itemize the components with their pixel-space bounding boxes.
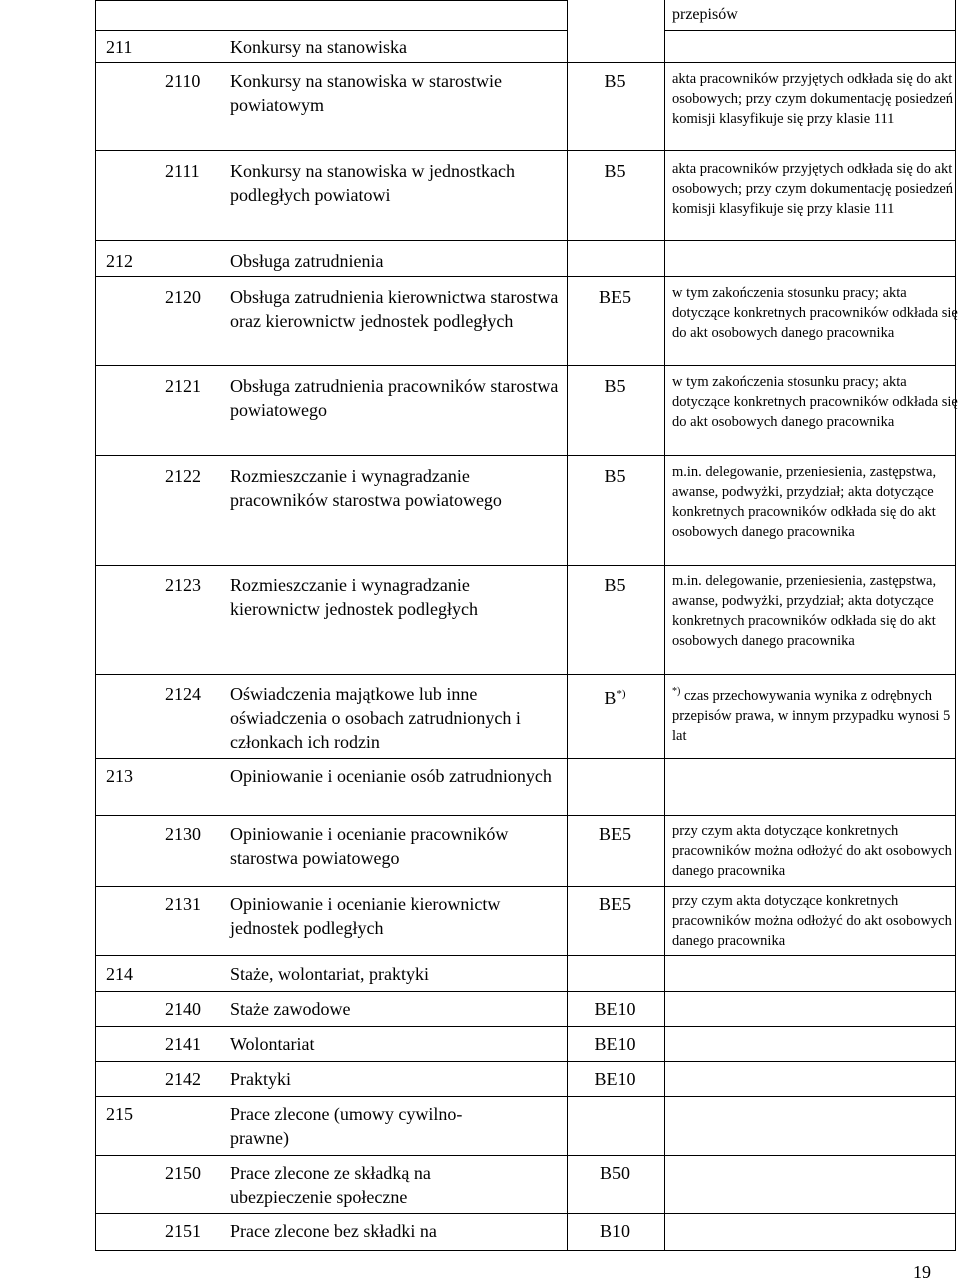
item-title: Oświadczenia majątkowe lub inne oświadczenia o osobach zatrudnionych i członkach ich rodzin	[230, 684, 521, 752]
item-title: Prace zlecone bez składki na	[230, 1221, 437, 1241]
item-code: 2130	[165, 824, 201, 844]
item-title: Opiniowanie i ocenianie pracowników starostwa powiatowego	[230, 824, 509, 868]
category-code: B	[604, 688, 617, 708]
item-code: 2122	[165, 466, 201, 486]
item-note: przy czym akta dotyczące konkretnych pracowników można odłożyć do akt osobowych danego pracownika	[672, 893, 952, 949]
grid-line	[95, 1213, 956, 1214]
item-title: Rozmieszczanie i wynagradzanie pracowników starostwa powiatowego	[230, 466, 502, 510]
group-title: Konkursy na stanowiska	[230, 37, 407, 57]
item-code: 2124	[165, 684, 201, 704]
group-code: 215	[106, 1104, 133, 1124]
item-title: Konkursy na stanowiska w jednostkach podległych powiatowi	[230, 161, 515, 205]
item-code: 2141	[165, 1034, 201, 1054]
group-code: 213	[106, 766, 133, 786]
group-title: Staże, wolontariat, praktyki	[230, 964, 429, 984]
item-title: Obsługa zatrudnienia kierownictwa starostwa oraz kierownictw jednostek podległych	[230, 287, 559, 331]
item-code: 2110	[165, 71, 201, 91]
grid-line	[95, 1250, 956, 1251]
grid-line	[567, 0, 568, 1250]
grid-line	[95, 30, 567, 31]
grid-line	[95, 1026, 956, 1027]
grid-line	[95, 1155, 956, 1156]
grid-line	[95, 0, 567, 1]
item-note: w tym zakończenia stosunku pracy; akta dotyczące konkretnych pracowników odkłada się do akt osobowych danego pracownika	[672, 285, 958, 341]
item-code: 2121	[165, 376, 201, 396]
group-title: Prace zlecone (umowy cywilno-prawne)	[230, 1104, 463, 1148]
grid-line	[95, 955, 956, 956]
item-note: akta pracowników przyjętych odkłada się do akt osobowych; przy czym dokumentację posiedzeń komisji klasyfikuje się przy klasie 111	[672, 71, 954, 127]
category-footnote-mark: *)	[616, 688, 626, 700]
group-code: 214	[106, 964, 133, 984]
item-code: 2120	[165, 287, 201, 307]
grid-line	[95, 455, 956, 456]
note-text: czas przechowywania wynika z odrębnych przepisów prawa, w innym przypadku wynosi 5 lat	[672, 687, 951, 744]
item-code: 2151	[165, 1221, 201, 1241]
item-title: Konkursy na stanowiska w starostwie powiatowym	[230, 71, 502, 115]
item-title: Rozmieszczanie i wynagradzanie kierownictw jednostek podległych	[230, 575, 478, 619]
grid-line	[95, 62, 956, 63]
archive-category: B5	[604, 71, 626, 91]
archive-category: BE5	[598, 287, 631, 307]
grid-line	[95, 565, 956, 566]
grid-line	[95, 1061, 956, 1062]
item-code: 2123	[165, 575, 201, 595]
archive-category: BE10	[594, 1069, 636, 1089]
archive-category: B50	[599, 1163, 630, 1183]
item-code: 2131	[165, 894, 201, 914]
item-title: Obsługa zatrudnienia pracowników starostwa powiatowego	[230, 376, 559, 420]
page-number: 19	[913, 1262, 931, 1282]
archive-category: B5	[604, 575, 626, 595]
archive-category: B10	[599, 1221, 630, 1241]
grid-line	[664, 30, 956, 31]
grid-line	[95, 815, 956, 816]
archive-category: BE5	[598, 894, 631, 914]
group-title: Opiniowanie i ocenianie osób zatrudnionych	[230, 766, 552, 786]
grid-line	[95, 674, 956, 675]
grid-line	[95, 886, 956, 887]
item-title: Praktyki	[230, 1069, 291, 1089]
archive-category: B5	[604, 161, 626, 181]
item-title: Opiniowanie i ocenianie kierownictw jednostek podległych	[230, 894, 501, 938]
item-title: Staże zawodowe	[230, 999, 351, 1019]
header-cell-text: przepisów	[672, 6, 738, 23]
grid-line	[95, 365, 956, 366]
grid-line	[95, 991, 956, 992]
archive-category: BE10	[594, 1034, 636, 1054]
item-note: przy czym akta dotyczące konkretnych pracowników można odłożyć do akt osobowych danego pracownika	[672, 823, 952, 879]
archive-category: B5	[604, 376, 626, 396]
item-note: akta pracowników przyjętych odkłada się do akt osobowych; przy czym dokumentację posiedzeń komisji klasyfikuje się przy klasie 111	[672, 161, 954, 217]
archive-category	[570, 682, 660, 710]
note-footnote-mark: *)	[672, 686, 681, 697]
item-note: m.in. delegowanie, przeniesienia, zastępstwa, awanse, podwyżki, przydział; akta dotyczące konkretnych pracowników odkłada się do akt osobowych danego pracownika	[672, 464, 937, 540]
grid-line	[95, 0, 96, 1250]
grid-line	[95, 1096, 956, 1097]
item-title: Wolontariat	[230, 1034, 315, 1054]
item-note: w tym zakończenia stosunku pracy; akta dotyczące konkretnych pracowników odkłada się do akt osobowych danego pracownika	[672, 374, 958, 430]
group-code: 212	[106, 251, 133, 271]
grid-line	[95, 240, 956, 241]
item-code: 2142	[165, 1069, 201, 1089]
grid-line	[95, 758, 956, 759]
group-title: Obsługa zatrudnienia	[230, 251, 384, 271]
grid-line	[95, 276, 956, 277]
grid-line	[664, 0, 665, 1250]
item-code: 2111	[165, 161, 200, 181]
item-note	[672, 682, 960, 746]
item-title: Prace zlecone ze składką na ubezpieczenie społeczne	[230, 1163, 431, 1207]
archive-category: B5	[604, 466, 626, 486]
archive-category: BE10	[594, 999, 636, 1019]
item-note: m.in. delegowanie, przeniesienia, zastępstwa, awanse, podwyżki, przydział; akta dotyczące konkretnych pracowników odkłada się do akt osobowych danego pracownika	[672, 573, 937, 649]
group-code: 211	[106, 37, 133, 57]
archive-category: BE5	[598, 824, 631, 844]
grid-line	[95, 150, 956, 151]
item-code: 2140	[165, 999, 201, 1019]
item-code: 2150	[165, 1163, 201, 1183]
